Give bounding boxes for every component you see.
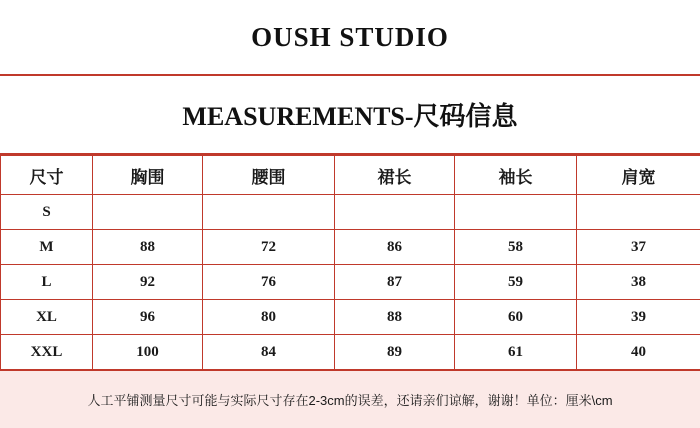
column-header-size: 尺寸 [1, 156, 93, 195]
column-header-shoulder: 肩宽 [577, 156, 700, 195]
cell-shoulder: 38 [577, 265, 700, 300]
brand-header [0, 0, 700, 76]
column-header-bust: 胸围 [93, 156, 203, 195]
cell-length: 86 [335, 230, 455, 265]
column-header-length: 裙长 [335, 156, 455, 195]
cell-waist: 80 [203, 300, 335, 335]
table-row [1, 195, 700, 230]
cell-bust: 92 [93, 265, 203, 300]
cell-length [335, 195, 455, 230]
column-header-waist: 腰围 [203, 156, 335, 195]
cell-bust [93, 195, 203, 230]
cell-size: M [1, 230, 93, 265]
cell-length: 87 [335, 265, 455, 300]
column-header-sleeve: 袖长 [455, 156, 577, 195]
measurement-disclaimer: 人工平铺测量尺寸可能与实际尺寸存在2-3cm的误差，还请亲们谅解，谢谢！单位：厘米\cm [87, 393, 613, 408]
cell-waist: 84 [203, 335, 335, 370]
cell-sleeve: 60 [455, 300, 577, 335]
subtitle-header [0, 76, 700, 155]
cell-size: S [1, 195, 93, 230]
cell-shoulder [577, 195, 700, 230]
footer-note-bar [0, 370, 700, 428]
cell-size: XXL [1, 335, 93, 370]
cell-sleeve [455, 195, 577, 230]
table-row [1, 230, 700, 265]
measurements-table [0, 155, 700, 370]
brand-title: OUSH STUDIO [251, 21, 449, 52]
cell-shoulder: 40 [577, 335, 700, 370]
table-header-row [1, 156, 700, 195]
cell-sleeve: 58 [455, 230, 577, 265]
cell-sleeve: 61 [455, 335, 577, 370]
cell-bust: 96 [93, 300, 203, 335]
cell-length: 88 [335, 300, 455, 335]
cell-size: XL [1, 300, 93, 335]
cell-shoulder: 39 [577, 300, 700, 335]
cell-waist: 76 [203, 265, 335, 300]
cell-size: L [1, 265, 93, 300]
table-row [1, 300, 700, 335]
cell-bust: 88 [93, 230, 203, 265]
cell-sleeve: 59 [455, 265, 577, 300]
table-row [1, 265, 700, 300]
cell-length: 89 [335, 335, 455, 370]
cell-shoulder: 37 [577, 230, 700, 265]
cell-bust: 100 [93, 335, 203, 370]
cell-waist: 72 [203, 230, 335, 265]
table-row [1, 335, 700, 370]
cell-waist [203, 195, 335, 230]
page-title: MEASUREMENTS-尺码信息 [182, 102, 518, 131]
